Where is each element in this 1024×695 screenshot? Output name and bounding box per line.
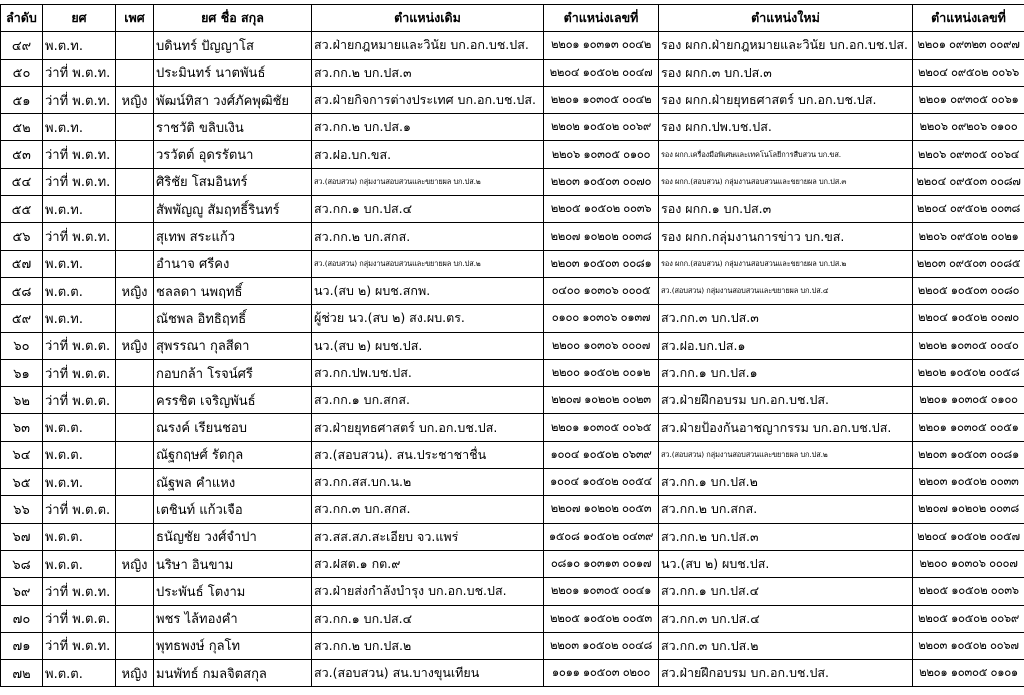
rank-cell: พ.ต.ต.: [43, 660, 116, 687]
new-number-cell: ๒๒๐๔ ๑๐๕๐๒ ๐๐๗๐: [913, 305, 1024, 332]
gender-cell: [116, 305, 154, 332]
old-number-cell: ๑๐๐๔ ๑๐๕๐๒ ๐๖๓๙: [544, 441, 659, 468]
gender-cell: [116, 469, 154, 496]
rank-cell: พ.ต.ท.: [43, 114, 116, 141]
old-position-cell: สว.(สอบสวน) กลุ่มงานสอบสวนและขยายผล บก.ปส.๒: [312, 168, 544, 195]
name-cell: พัฒน์ทิสา วงศ์ภัคพุฒิชัย: [154, 86, 312, 113]
table-row: [1, 86, 1024, 113]
old-position-cell: สว.กก.๒ บก.ปส.๒: [312, 632, 544, 659]
name-cell: อำนาจ ศรีคง: [154, 250, 312, 277]
gender-cell: หญิง: [116, 550, 154, 577]
row-number: ๗๐: [1, 605, 43, 632]
new-position-cell: สว.ฝอ.บก.ปส.๑: [659, 332, 913, 359]
table-row: [1, 496, 1024, 523]
rank-cell: ว่าที่ พ.ต.ท.: [43, 632, 116, 659]
new-position-cell: รอง ผกก.ปพ.บช.ปส.: [659, 114, 913, 141]
old-number-cell: ๐๔๐๐ ๑๐๓๐๖ ๐๐๐๕: [544, 277, 659, 304]
rank-cell: ว่าที่ พ.ต.ท.: [43, 578, 116, 605]
new-position-cell: รอง ผกก.(สอบสวน) กลุ่มงานสอบสวนและขยายผล บก.ปส.๓: [659, 168, 913, 195]
name-cell: วรวัตต์ อุดรรัตนา: [154, 141, 312, 168]
new-position-cell: สว.กก.๒ บก.ปส.๓: [659, 523, 913, 550]
new-position-cell: สว.ฝ่ายป้องกันอาชญากรรม บก.อก.บช.ปส.: [659, 414, 913, 441]
name-cell: พชร ไล้ทองคำ: [154, 605, 312, 632]
new-number-cell: ๒๒๐๑ ๑๐๓๐๕ ๐๐๕๑: [913, 414, 1024, 441]
name-cell: สัพพัญญู สัมฤทธิ์รินทร์: [154, 196, 312, 223]
row-number: ๕๙: [1, 305, 43, 332]
row-number: ๕๐: [1, 59, 43, 86]
new-position-cell: รอง ผกก.เครื่องมือพิเศษและเทคโนโลยีการสืบสวน บก.ขส.: [659, 141, 913, 168]
name-cell: ศิริชัย โสมอินทร์: [154, 168, 312, 195]
new-position-cell: สว.กก.๓ บก.ปส.๔: [659, 605, 913, 632]
old-position-cell: นว.(สบ ๒) ผบช.สกพ.: [312, 277, 544, 304]
old-position-cell: สว.(สอบสวน) สน.บางขุนเทียน: [312, 660, 544, 687]
old-number-cell: ๒๒๐๓ ๑๐๕๐๒ ๐๐๔๘: [544, 632, 659, 659]
new-number-cell: ๒๒๐๓ ๐๙๕๐๓ ๐๐๘๕: [913, 250, 1024, 277]
new-position-cell: สว.กก.๓ บก.ปส.๓: [659, 305, 913, 332]
new-number-cell: ๒๒๐๑ ๑๐๓๐๕ ๐๑๐๐: [913, 387, 1024, 414]
name-cell: ชลลดา นพฤทธิ์: [154, 277, 312, 304]
row-number: ๖๔: [1, 441, 43, 468]
old-number-cell: ๒๒๐๖ ๑๐๓๐๕ ๐๑๐๐: [544, 141, 659, 168]
gender-cell: หญิง: [116, 277, 154, 304]
row-number: ๕๔: [1, 168, 43, 195]
table-row: [1, 414, 1024, 441]
gender-cell: [116, 523, 154, 550]
new-number-cell: ๒๒๐๐ ๑๐๓๐๖ ๐๐๐๗: [913, 550, 1024, 577]
old-position-cell: นว.(สบ ๒) ผบช.ปส.: [312, 332, 544, 359]
old-position-cell: สว.ฝ่ายกิจการต่างประเทศ บก.อก.บช.ปส.: [312, 86, 544, 113]
new-number-cell: ๒๒๐๕ ๑๐๕๐๓ ๐๐๘๐: [913, 277, 1024, 304]
new-number-cell: ๒๒๐๑ ๑๐๓๐๕ ๐๑๐๑: [913, 660, 1024, 687]
name-cell: ราชวัติ ขลิบเงิน: [154, 114, 312, 141]
name-cell: พุทธพงษ์ กุลโท: [154, 632, 312, 659]
row-number: ๕๗: [1, 250, 43, 277]
new-number-cell: ๒๒๐๓ ๑๐๕๐๓ ๐๐๘๑: [913, 441, 1024, 468]
table-row: [1, 469, 1024, 496]
table-row: [1, 223, 1024, 250]
gender-cell: [116, 168, 154, 195]
gender-cell: [116, 59, 154, 86]
new-number-cell: ๒๒๐๕ ๑๐๕๐๒ ๐๐๖๙: [913, 605, 1024, 632]
table-row: [1, 277, 1024, 304]
new-number-cell: ๒๒๐๔ ๑๐๕๐๒ ๐๐๕๗: [913, 523, 1024, 550]
new-position-cell: รอง ผกก.๑ บก.ปส.๓: [659, 196, 913, 223]
new-number-cell: ๒๒๐๕ ๑๐๕๐๒ ๐๐๓๖: [913, 578, 1024, 605]
name-cell: ประมินทร์ นาตพันธ์: [154, 59, 312, 86]
new-position-cell: รอง ผกก.ฝ่ายยุทธศาสตร์ บก.อก.บช.ปส.: [659, 86, 913, 113]
new-number-cell: ๒๒๐๔ ๐๙๕๐๓ ๐๐๘๗: [913, 168, 1024, 195]
old-number-cell: ๒๒๐๓ ๑๐๕๐๓ ๐๐๘๑: [544, 250, 659, 277]
header-name: ยศ ชื่อ สกุล: [154, 5, 312, 32]
old-position-cell: สว.(สอบสวน). สน.ประชาชาชื่น: [312, 441, 544, 468]
rank-cell: พ.ต.ต.: [43, 277, 116, 304]
gender-cell: [116, 359, 154, 386]
rank-cell: พ.ต.ต.: [43, 523, 116, 550]
new-position-cell: รอง ผกก.(สอบสวน) กลุ่มงานสอบสวนและขยายผล บก.ปส.๒: [659, 250, 913, 277]
old-number-cell: ๐๘๑๐ ๑๐๓๑๓ ๐๐๑๗: [544, 550, 659, 577]
old-position-cell: ผู้ช่วย นว.(สบ ๒) สง.ผบ.ตร.: [312, 305, 544, 332]
table-row: [1, 305, 1024, 332]
old-number-cell: ๒๒๐๓ ๑๐๕๐๓ ๐๐๗๐: [544, 168, 659, 195]
rank-cell: ว่าที่ พ.ต.ต.: [43, 605, 116, 632]
new-number-cell: ๒๒๐๗ ๑๐๒๐๒ ๐๐๓๘: [913, 496, 1024, 523]
old-number-cell: ๒๒๐๐ ๑๐๓๐๖ ๐๐๐๗: [544, 332, 659, 359]
rank-cell: พ.ต.ท.: [43, 196, 116, 223]
name-cell: ณรงค์ เรียนชอบ: [154, 414, 312, 441]
name-cell: ครรชิต เจริญพันธ์: [154, 387, 312, 414]
old-number-cell: ๒๒๐๑ ๑๐๓๐๕ ๐๐๔๑: [544, 578, 659, 605]
new-number-cell: ๒๒๐๓ ๑๐๕๐๒ ๐๐๓๓: [913, 469, 1024, 496]
table-row: [1, 550, 1024, 577]
new-number-cell: ๒๒๐๒ ๑๐๕๐๒ ๐๐๕๘: [913, 359, 1024, 386]
row-number: ๗๒: [1, 660, 43, 687]
new-number-cell: ๒๒๐๒ ๑๐๓๐๕ ๐๐๔๐: [913, 332, 1024, 359]
name-cell: สุพรรณา กุลสีดา: [154, 332, 312, 359]
row-number: ๖๗: [1, 523, 43, 550]
gender-cell: [116, 32, 154, 59]
old-number-cell: ๒๒๐๒ ๑๐๕๐๒ ๐๐๖๙: [544, 114, 659, 141]
new-position-cell: นว.(สบ ๒) ผบช.ปส.: [659, 550, 913, 577]
gender-cell: [116, 632, 154, 659]
old-number-cell: ๒๒๐๔ ๑๐๕๐๒ ๐๐๔๗: [544, 59, 659, 86]
old-number-cell: ๑๐๑๑ ๑๐๕๐๓ ๐๒๐๐: [544, 660, 659, 687]
gender-cell: [116, 441, 154, 468]
old-number-cell: ๒๒๐๕ ๑๐๕๐๒ ๐๐๕๓: [544, 605, 659, 632]
new-position-cell: สว.กก.๑ บก.ปส.๑: [659, 359, 913, 386]
gender-cell: [116, 387, 154, 414]
new-position-cell: สว.กก.๑ บก.ปส.๒: [659, 469, 913, 496]
old-position-cell: สว.กก.๑ บก.ปส.๔: [312, 196, 544, 223]
name-cell: สุเทพ สระแก้ว: [154, 223, 312, 250]
name-cell: ประพันธ์ โตงาม: [154, 578, 312, 605]
new-position-cell: สว.ฝ่ายฝึกอบรม บก.อก.บช.ปส.: [659, 387, 913, 414]
header-no: ลำดับ: [1, 5, 43, 32]
new-position-cell: สว.ฝ่ายฝึกอบรม บก.อก.บช.ปส.: [659, 660, 913, 687]
old-number-cell: ๑๕๐๘ ๑๐๕๐๒ ๐๔๓๙: [544, 523, 659, 550]
name-cell: ณัฐพล คำแหง: [154, 469, 312, 496]
old-position-cell: สว.กก.สส.บก.น.๒: [312, 469, 544, 496]
row-number: ๖๘: [1, 550, 43, 577]
old-number-cell: ๒๒๐๕ ๑๐๕๐๒ ๐๐๓๖: [544, 196, 659, 223]
header-old-number: ตำแหน่งเลขที่: [544, 5, 659, 32]
rank-cell: พ.ต.ท.: [43, 469, 116, 496]
name-cell: นริษา อินขาม: [154, 550, 312, 577]
old-position-cell: สว.กก.๒ บก.ปส.๑: [312, 114, 544, 141]
new-number-cell: ๒๒๐๓ ๑๐๕๐๒ ๐๐๖๗: [913, 632, 1024, 659]
rank-cell: พ.ต.ต.: [43, 550, 116, 577]
old-number-cell: ๒๒๐๗ ๑๐๒๐๒ ๐๐๒๓: [544, 387, 659, 414]
new-position-cell: สว.กก.๒ บก.สกส.: [659, 496, 913, 523]
gender-cell: หญิง: [116, 332, 154, 359]
new-position-cell: รอง ผกก.ฝ่ายกฎหมายและวินัย บก.อก.บช.ปส.: [659, 32, 913, 59]
gender-cell: [116, 223, 154, 250]
new-position-cell: สว.(สอบสวน) กลุ่มงานสอบสวนและขยายผล บก.ปส.๒: [659, 441, 913, 468]
new-position-cell: รอง ผกก.กลุ่มงานการข่าว บก.ขส.: [659, 223, 913, 250]
personnel-table: [0, 4, 1024, 687]
old-position-cell: สว.กก.๓ บก.สกส.: [312, 496, 544, 523]
rank-cell: ว่าที่ พ.ต.ท.: [43, 86, 116, 113]
new-number-cell: ๒๒๐๑ ๐๙๓๒๓ ๐๐๙๗: [913, 32, 1024, 59]
old-number-cell: ๒๒๐๑ ๑๐๓๑๓ ๐๐๔๒: [544, 32, 659, 59]
new-position-cell: สว.กก.๑ บก.ปส.๔: [659, 578, 913, 605]
new-number-cell: ๒๒๐๑ ๐๙๓๐๕ ๐๐๖๑: [913, 86, 1024, 113]
row-number: ๖๑: [1, 359, 43, 386]
row-number: ๖๕: [1, 469, 43, 496]
old-position-cell: สว.ฝสต.๑ กต.๙: [312, 550, 544, 577]
table-row: [1, 605, 1024, 632]
rank-cell: พ.ต.ต.: [43, 414, 116, 441]
row-number: ๕๓: [1, 141, 43, 168]
gender-cell: หญิง: [116, 86, 154, 113]
row-number: ๕๖: [1, 223, 43, 250]
old-position-cell: สว.กก.๒ บก.สกส.: [312, 223, 544, 250]
table-row: [1, 578, 1024, 605]
table-row: [1, 250, 1024, 277]
old-number-cell: ๒๒๐๗ ๑๐๒๐๒ ๐๐๓๘: [544, 223, 659, 250]
gender-cell: [116, 196, 154, 223]
header-new-position: ตำแหน่งใหม่: [659, 5, 913, 32]
name-cell: กอบกล้า โรจน์ศรี: [154, 359, 312, 386]
row-number: ๗๑: [1, 632, 43, 659]
row-number: ๖๓: [1, 414, 43, 441]
old-position-cell: สว.กก.ปพ.บช.ปส.: [312, 359, 544, 386]
row-number: ๔๙: [1, 32, 43, 59]
table-row: [1, 359, 1024, 386]
gender-cell: [116, 605, 154, 632]
old-position-cell: สว.ฝ่ายกฎหมายและวินัย บก.อก.บช.ปส.: [312, 32, 544, 59]
row-number: ๕๘: [1, 277, 43, 304]
old-number-cell: ๒๒๐๐ ๑๐๕๐๒ ๐๐๑๒: [544, 359, 659, 386]
new-number-cell: ๒๒๐๖ ๐๙๒๐๖ ๐๑๐๐: [913, 114, 1024, 141]
gender-cell: [116, 250, 154, 277]
row-number: ๖๒: [1, 387, 43, 414]
table-row: [1, 441, 1024, 468]
old-position-cell: สว.ฝ่ายส่งกำลังบำรุง บก.อก.บช.ปส.: [312, 578, 544, 605]
old-position-cell: สว.สส.สภ.สะเอียบ จว.แพร่: [312, 523, 544, 550]
old-number-cell: ๒๒๐๑ ๑๐๓๐๕ ๐๐๖๕: [544, 414, 659, 441]
name-cell: ธนัญชัย วงศ์จำปา: [154, 523, 312, 550]
old-number-cell: ๑๐๐๔ ๑๐๕๐๒ ๐๐๕๔: [544, 469, 659, 496]
new-number-cell: ๒๒๐๖ ๐๙๕๐๒ ๐๐๒๑: [913, 223, 1024, 250]
rank-cell: ว่าที่ พ.ต.ท.: [43, 59, 116, 86]
row-number: ๖๐: [1, 332, 43, 359]
old-position-cell: สว.กก.๑ บก.ปส.๔: [312, 605, 544, 632]
old-number-cell: ๒๒๐๗ ๑๐๒๐๒ ๐๐๕๓: [544, 496, 659, 523]
old-position-cell: สว.กก.๑ บก.สกส.: [312, 387, 544, 414]
gender-cell: [116, 496, 154, 523]
new-position-cell: สว.(สอบสวน) กลุ่มงานสอบสวนและขยายผล บก.ปส.๔: [659, 277, 913, 304]
old-position-cell: สว.ฝอ.บก.ขส.: [312, 141, 544, 168]
name-cell: ณัฐกฤษศ์ รัตกุล: [154, 441, 312, 468]
new-number-cell: ๒๒๐๔ ๐๙๕๐๒ ๐๐๓๘: [913, 196, 1024, 223]
new-number-cell: ๒๒๐๔ ๐๙๕๐๒ ๐๐๖๖: [913, 59, 1024, 86]
table-row: [1, 168, 1024, 195]
gender-cell: หญิง: [116, 660, 154, 687]
rank-cell: พ.ต.ท.: [43, 305, 116, 332]
table-row: [1, 59, 1024, 86]
table-row: [1, 114, 1024, 141]
gender-cell: [116, 578, 154, 605]
row-number: ๖๖: [1, 496, 43, 523]
personnel-table-sheet: [0, 4, 1024, 687]
table-row: [1, 332, 1024, 359]
old-number-cell: ๐๑๐๐ ๑๐๓๐๖ ๐๑๓๗: [544, 305, 659, 332]
name-cell: บดินทร์ ปัญญาโส: [154, 32, 312, 59]
new-position-cell: รอง ผกก.๓ บก.ปส.๓: [659, 59, 913, 86]
rank-cell: ว่าที่ พ.ต.ต.: [43, 359, 116, 386]
old-position-cell: สว.(สอบสวน) กลุ่มงานสอบสวนและขยายผล บก.ปส.๒: [312, 250, 544, 277]
header-new-number: ตำแหน่งเลขที่: [913, 5, 1024, 32]
table-row: [1, 32, 1024, 59]
name-cell: ณัชพล อิทธิฤทธิ์: [154, 305, 312, 332]
row-number: ๖๙: [1, 578, 43, 605]
header-row: [1, 5, 1024, 32]
rank-cell: พ.ต.ท.: [43, 32, 116, 59]
rank-cell: ว่าที่ พ.ต.ท.: [43, 168, 116, 195]
name-cell: มนพัทธ์ กมลจิตสกุล: [154, 660, 312, 687]
name-cell: เตชินท์ แก้วเจือ: [154, 496, 312, 523]
table-body: [1, 32, 1024, 687]
row-number: ๕๑: [1, 86, 43, 113]
table-row: [1, 660, 1024, 687]
rank-cell: ว่าที่ พ.ต.ต.: [43, 496, 116, 523]
table-row: [1, 141, 1024, 168]
gender-cell: [116, 414, 154, 441]
old-position-cell: สว.กก.๒ บก.ปส.๓: [312, 59, 544, 86]
rank-cell: ว่าที่ พ.ต.ต.: [43, 332, 116, 359]
row-number: ๕๕: [1, 196, 43, 223]
old-number-cell: ๒๒๐๑ ๑๐๓๐๕ ๐๐๔๒: [544, 86, 659, 113]
header-rank: ยศ: [43, 5, 116, 32]
rank-cell: ว่าที่ พ.ต.ท.: [43, 141, 116, 168]
table-row: [1, 523, 1024, 550]
gender-cell: [116, 114, 154, 141]
row-number: ๕๒: [1, 114, 43, 141]
rank-cell: พ.ต.ต.: [43, 441, 116, 468]
gender-cell: [116, 141, 154, 168]
rank-cell: ว่าที่ พ.ต.ท.: [43, 223, 116, 250]
old-position-cell: สว.ฝ่ายยุทธศาสตร์ บก.อก.บช.ปส.: [312, 414, 544, 441]
table-row: [1, 632, 1024, 659]
new-position-cell: สว.กก.๓ บก.ปส.๒: [659, 632, 913, 659]
table-row: [1, 387, 1024, 414]
new-number-cell: ๒๒๐๖ ๐๙๓๐๕ ๐๐๖๔: [913, 141, 1024, 168]
header-old-position: ตำแหน่งเดิม: [312, 5, 544, 32]
rank-cell: พ.ต.ท.: [43, 250, 116, 277]
rank-cell: ว่าที่ พ.ต.ต.: [43, 387, 116, 414]
table-row: [1, 196, 1024, 223]
header-gender: เพศ: [116, 5, 154, 32]
